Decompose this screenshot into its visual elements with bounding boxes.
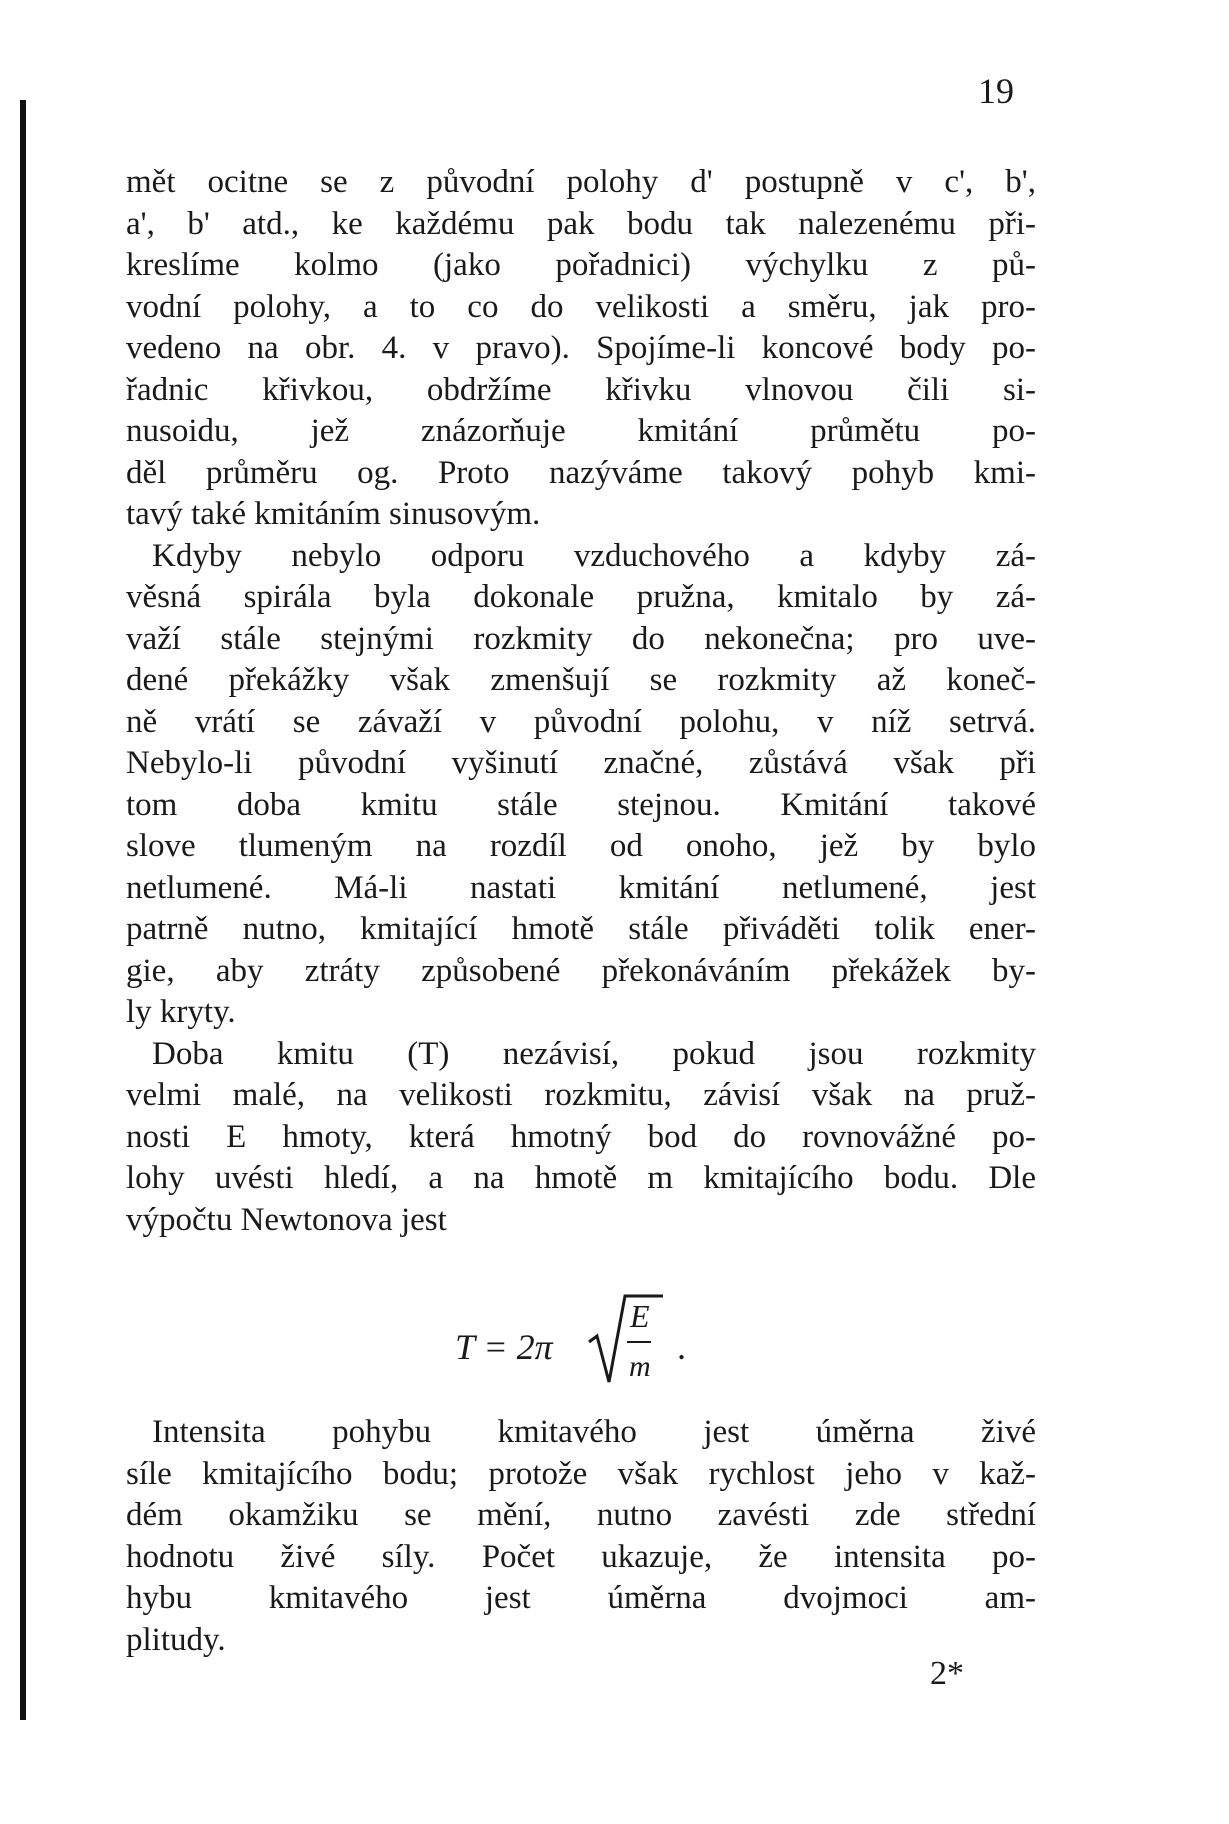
text-line: děl průměru og. Proto nazýváme takový pohyb kmi- (126, 454, 1036, 491)
text-line: ly kryty. (126, 994, 236, 1030)
paragraph-1 (126, 162, 1036, 536)
text-line: dené překážky však zmenšují se rozkmity až koneč- (126, 662, 1036, 698)
text-line: výpočtu Newtonova jest (126, 1201, 447, 1238)
text-line: Intensita pohybu kmitavého jest úměrna živé (152, 1414, 1036, 1450)
paragraph-4 (126, 1412, 1036, 1661)
formula-denominator: m (629, 1350, 651, 1383)
square-root-sign (587, 1290, 667, 1388)
text-line: plitudy. (126, 1621, 226, 1658)
text-line: patrně nutno, kmitající hmotě stále přiváděti tolik ener- (126, 911, 1036, 947)
text-line: ně vrátí se závaží v původní polohu, v níž setrvá. (126, 703, 1036, 740)
text-line: hodnotu živé síly. Počet ukazuje, že intensita po- (126, 1538, 1036, 1575)
text-line: gie, aby ztráty způsobené překonáváním překážek by- (126, 952, 1036, 989)
text-line: važí stále stejnými rozkmity do nekonečna; pro uve- (126, 620, 1036, 657)
text-line: Doba kmitu (T) nezávisí, pokud jsou rozkmity (152, 1035, 1036, 1072)
text-line: nosti E hmoty, která hmotný bod do rovnovážné po- (126, 1118, 1036, 1155)
formula-numerator: E (630, 1298, 650, 1334)
text-block-bottom (126, 1412, 1036, 1661)
text-block-top (126, 162, 1036, 1241)
paragraph-3 (126, 1034, 1036, 1242)
text-line: lohy uvésti hledí, a na hmotě m kmitajícího bodu. Dle (126, 1160, 1036, 1196)
text-line: věsná spirála byla dokonale pružna, kmitalo by zá- (126, 579, 1036, 615)
text-line: slove tlumeným na rozdíl od onoho, jež by bylo (126, 828, 1036, 864)
text-line: dém okamžiku se mění, nutno zavésti zde střední (126, 1497, 1036, 1533)
text-line: síle kmitajícího bodu; protože však rychlost jeho v kaž- (126, 1455, 1036, 1492)
text-line: velmi malé, na velikosti rozkmitu, závisí však na pruž- (126, 1077, 1036, 1113)
text-line: kreslíme kolmo (jako pořadnici) výchylku z pů- (126, 247, 1036, 283)
signature-mark: 2* (930, 1655, 964, 1692)
text-line: mět ocitne se z původní polohy d' postupně v c', b', (126, 164, 1036, 200)
text-line: řadnic křivkou, obdržíme křivku vlnovou čili si- (126, 371, 1036, 408)
text-line: Kdyby nebylo odporu vzduchového a kdyby zá- (152, 537, 1036, 574)
scan-gutter-edge (20, 100, 26, 1720)
paragraph-2 (126, 536, 1036, 1034)
text-line: vodní polohy, a to co do velikosti a směru, jak pro- (126, 288, 1036, 325)
text-line: Nebylo-li původní vyšinutí značné, zůstává však při (126, 745, 1036, 781)
page-number: 19 (978, 71, 1014, 111)
text-line: hybu kmitavého jest úměrna dvojmoci am- (126, 1580, 1036, 1616)
text-line: tom doba kmitu stále stejnou. Kmitání takové (126, 786, 1036, 823)
formula-end: . (677, 1327, 686, 1367)
text-line: a', b' atd., ke každému pak bodu tak nalezenému při- (126, 205, 1036, 242)
period-formula (455, 1290, 755, 1390)
text-line: tavý také kmitáním sinusovým. (126, 496, 541, 532)
formula-lhs: T = 2π (455, 1327, 553, 1367)
text-line: nusoidu, jež znázorňuje kmitání průmětu po- (126, 413, 1036, 449)
text-line: vedeno na obr. 4. v pravo). Spojíme-li koncové body po- (126, 330, 1036, 366)
text-line: netlumené. Má-li nastati kmitání netlumené, jest (126, 869, 1036, 906)
